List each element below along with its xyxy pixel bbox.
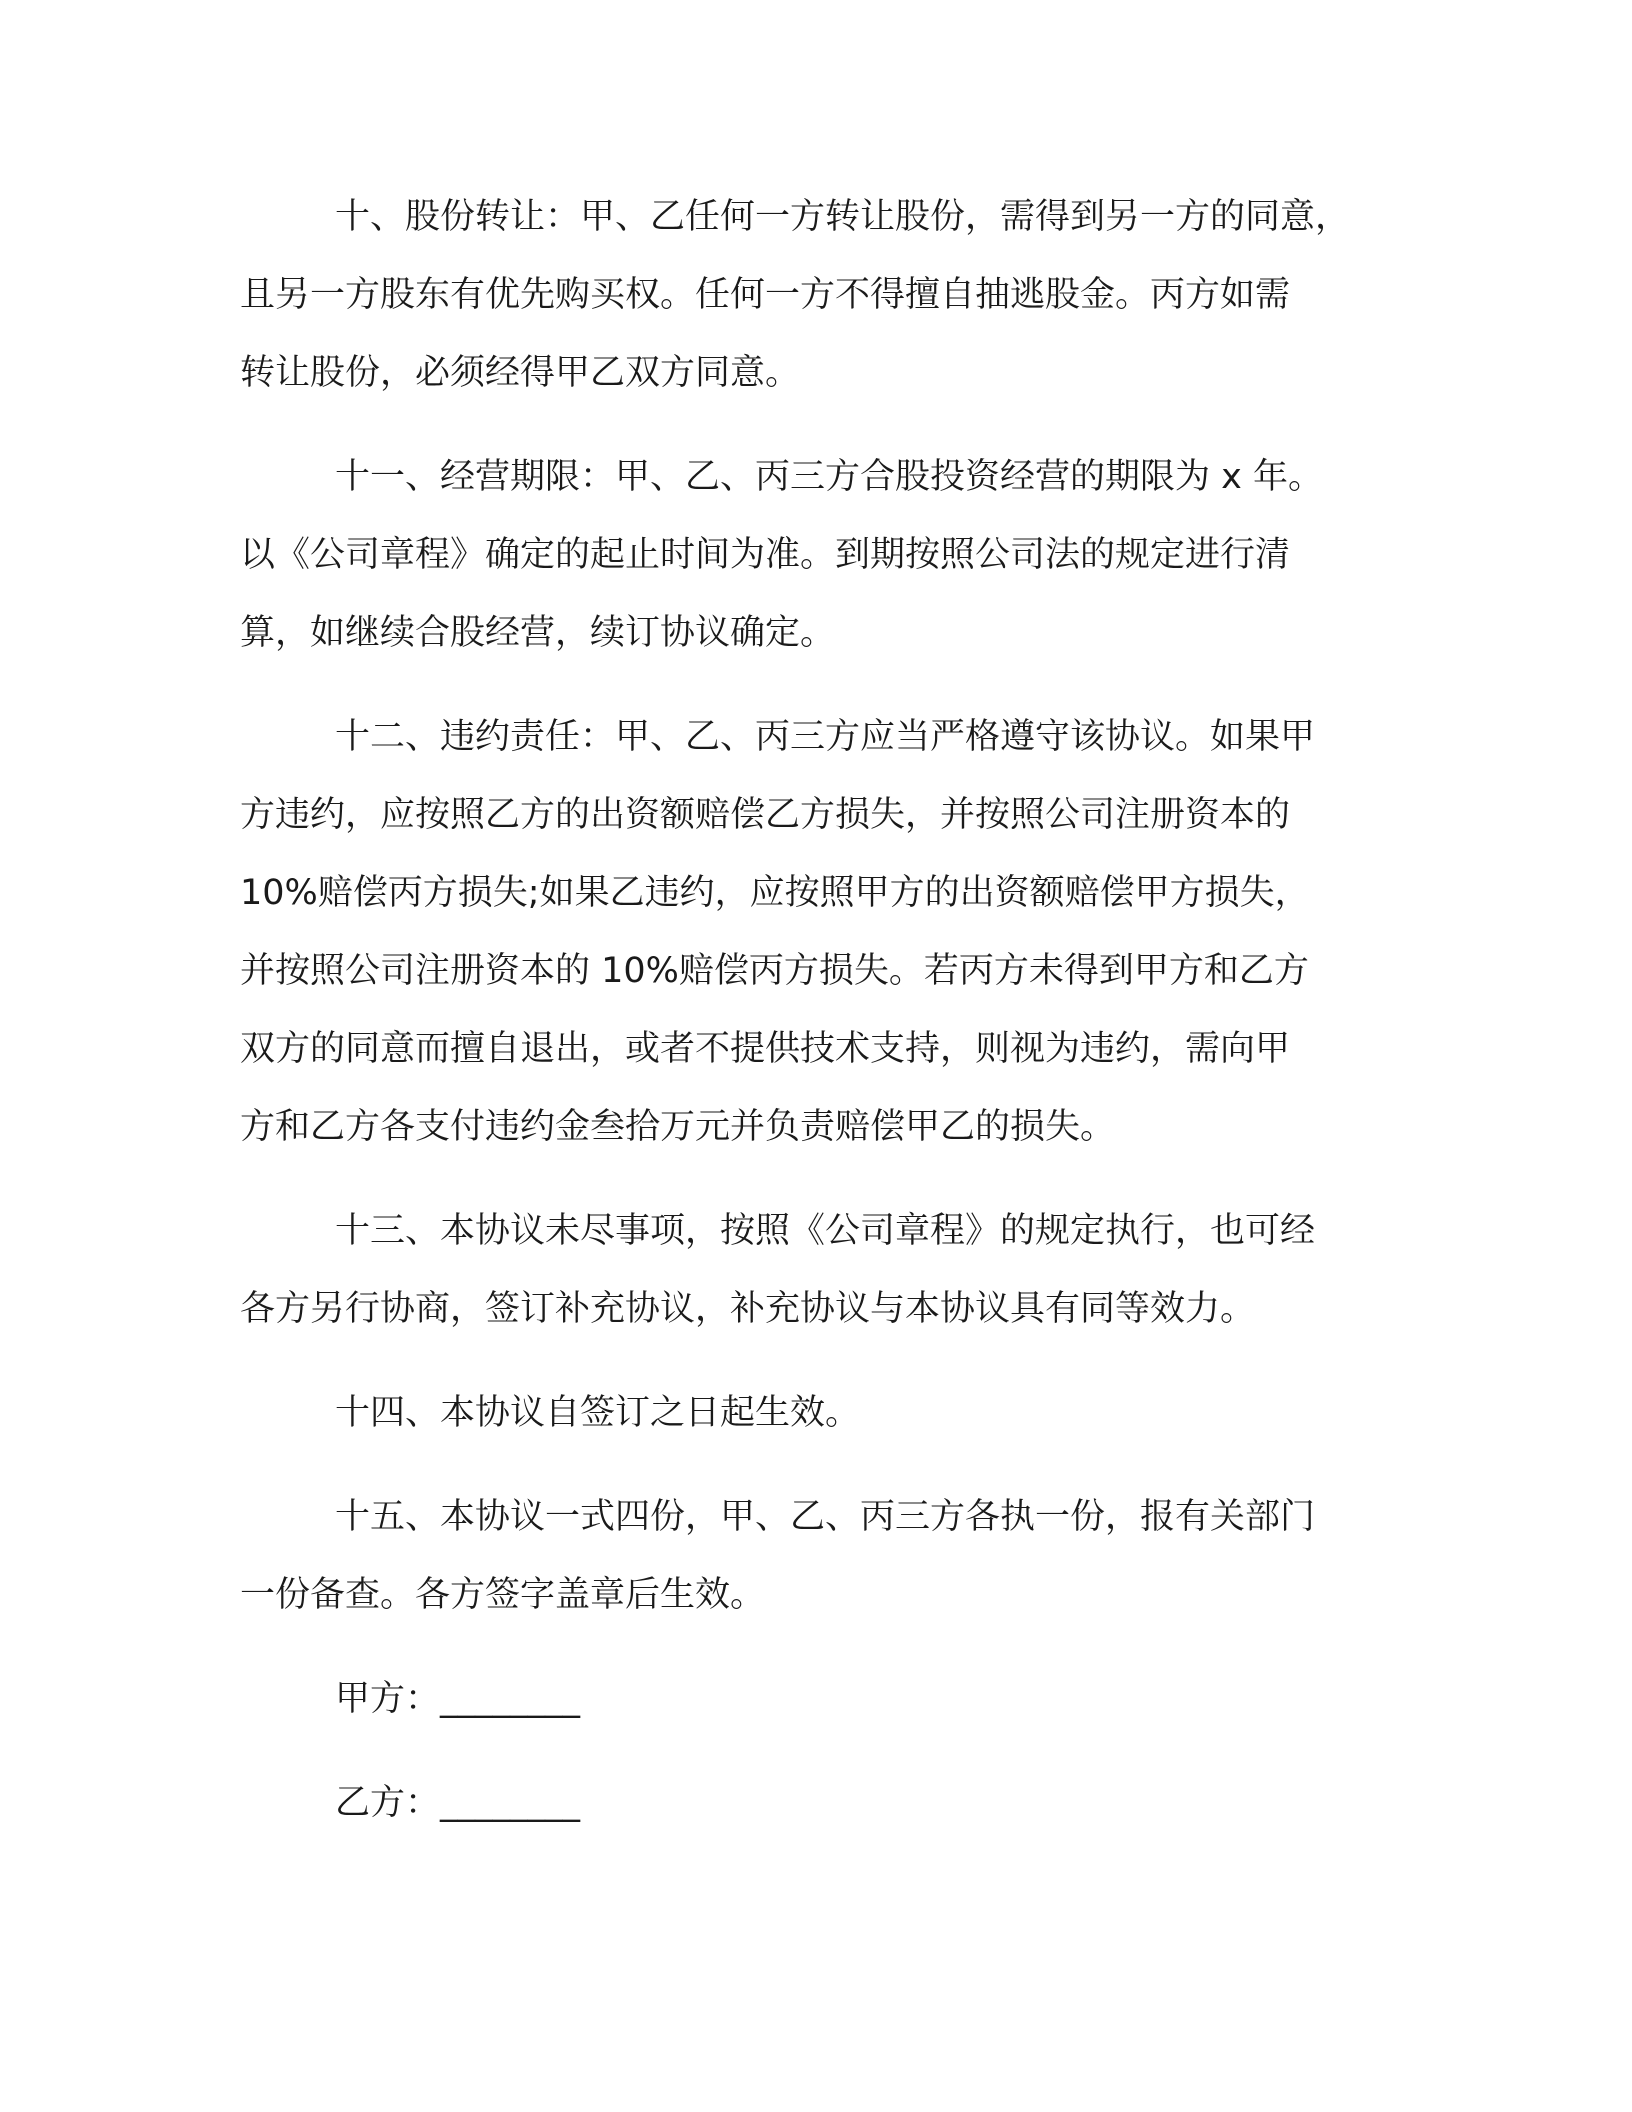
clause-line: 十三、本协议未尽事项，按照《公司章程》的规定执行，也可经 xyxy=(335,1211,1316,1251)
clause-line: 一份备查。各方签字盖章后生效。 xyxy=(240,1575,766,1615)
clause-line: 十二、违约责任：甲、乙、丙三方应当严格遵守该协议。如果甲 xyxy=(335,717,1316,757)
clause-line: 方和乙方各支付违约金叁拾万元并负责赔偿甲乙的损失。 xyxy=(240,1107,1116,1147)
clause-15 xyxy=(240,1478,1410,1634)
clause-line: 十五、本协议一式四份，甲、乙、丙三方各执一份，报有关部门 xyxy=(335,1497,1316,1537)
clause-13 xyxy=(240,1192,1410,1348)
clause-line: 转让股份，必须经得甲乙双方同意。 xyxy=(240,353,801,393)
clause-11 xyxy=(240,438,1410,672)
document-page xyxy=(240,178,1410,1868)
clause-line: 10%赔偿丙方损失;如果乙违约，应按照甲方的出资额赔偿甲方损失， xyxy=(240,873,1310,913)
signature-party-a: 甲方：________ xyxy=(335,1679,581,1719)
clause-line: 并按照公司注册资本的 10%赔偿丙方损失。若丙方未得到甲方和乙方 xyxy=(240,951,1309,991)
clause-line: 算，如继续合股经营，续订协议确定。 xyxy=(240,613,836,653)
clause-line: 以《公司章程》确定的起止时间为准。到期按照公司法的规定进行清 xyxy=(240,535,1291,575)
clause-line: 十一、经营期限：甲、乙、丙三方合股投资经营的期限为 x 年。 xyxy=(335,457,1323,497)
clause-14 xyxy=(240,1374,1410,1452)
clause-line: 各方另行协商，签订补充协议，补充协议与本协议具有同等效力。 xyxy=(240,1289,1256,1329)
clause-12 xyxy=(240,698,1410,1166)
clause-line: 且另一方股东有优先购买权。任何一方不得擅自抽逃股金。丙方如需 xyxy=(240,275,1291,315)
clause-line: 方违约，应按照乙方的出资额赔偿乙方损失，并按照公司注册资本的 xyxy=(240,795,1291,835)
clause-line: 十四、本协议自签订之日起生效。 xyxy=(335,1393,861,1433)
signature-party-b: 乙方：________ xyxy=(335,1783,581,1823)
clause-line: 双方的同意而擅自退出，或者不提供技术支持，则视为违约，需向甲 xyxy=(240,1029,1291,1069)
clause-line: 十、股份转让：甲、乙任何一方转让股份，需得到另一方的同意， xyxy=(335,197,1351,237)
clause-10 xyxy=(240,178,1410,412)
